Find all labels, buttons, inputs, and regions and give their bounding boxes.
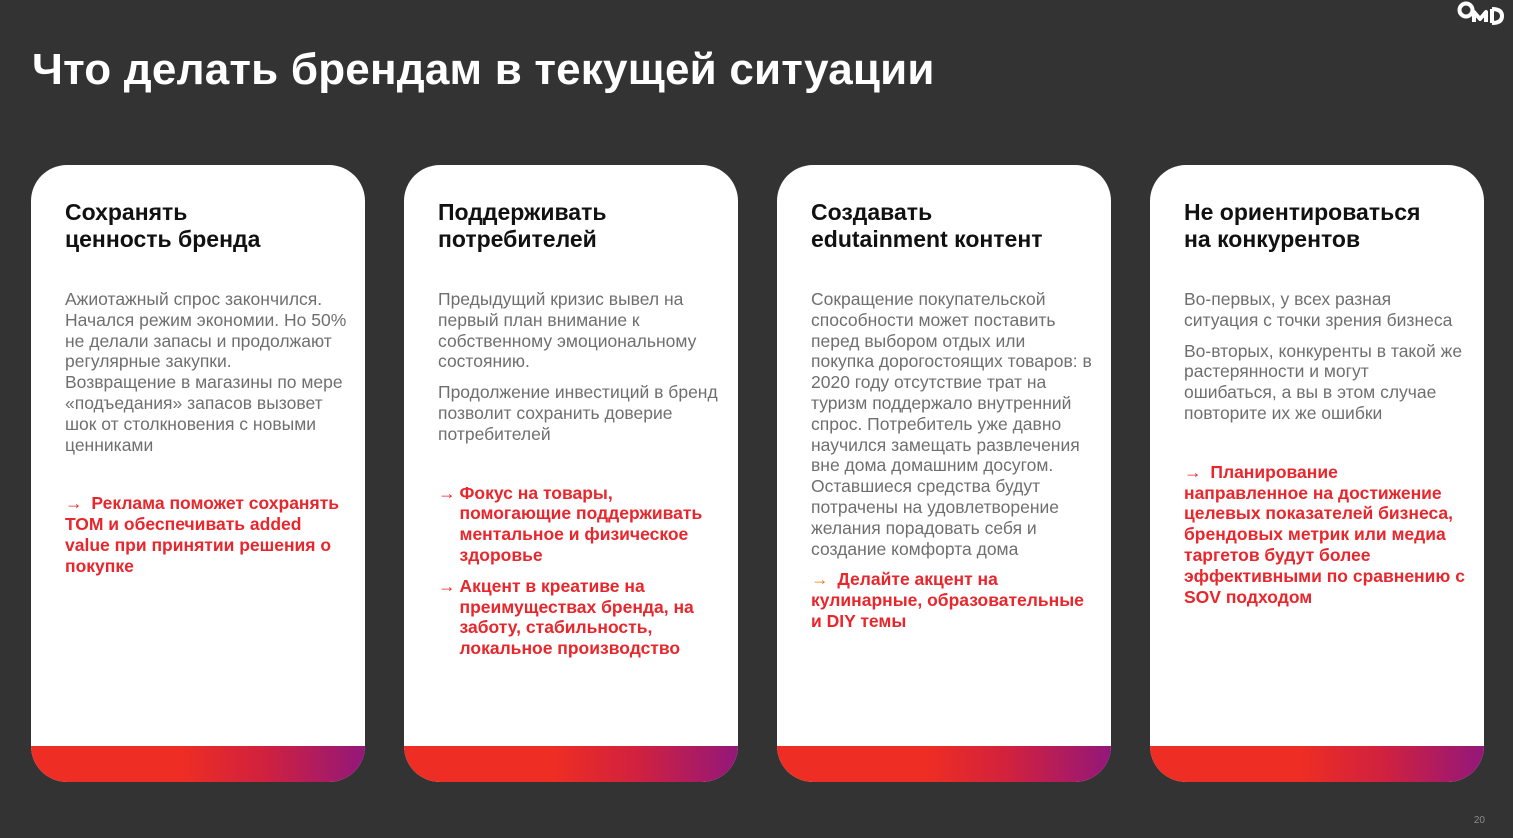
- card-edutainment-content: [777, 165, 1111, 782]
- card-highlight: [438, 483, 720, 566]
- card-paragraph: Предыдущий кризис вывел на первый план внимание к собственному эмоциональному состоянию.: [438, 289, 697, 372]
- card-gradient-bar: [777, 746, 1111, 782]
- card-paragraph: Продолжение инвестиций в бренд позволит сохранить доверие потребителей: [438, 382, 718, 444]
- card-title-line: Сохранять: [65, 199, 188, 225]
- card-highlight: [65, 493, 347, 576]
- card-support-consumers: [404, 165, 738, 782]
- card-gradient-bar: [31, 746, 365, 782]
- card-ignore-competitors: [1150, 165, 1484, 782]
- arrow-right-icon: →: [438, 482, 456, 503]
- card-content: [65, 199, 347, 587]
- card-highlight-text: Акцент в креативе на преимуществах бренда, на заботу, стабильность, локальное производство: [459, 575, 694, 659]
- card-title: [1184, 199, 1466, 253]
- card-title-line: Не ориентироваться: [1184, 199, 1421, 225]
- omd-logo: [1457, 0, 1505, 28]
- card-content: [811, 199, 1093, 642]
- card-highlight-text: Делайте акцент на кулинарные, образовательные и DIY темы: [811, 569, 1084, 631]
- card-gradient-bar: [404, 746, 738, 782]
- card-title: [65, 199, 347, 253]
- card-preserve-brand-value: [31, 165, 365, 782]
- card-title: [438, 199, 720, 253]
- card-highlight: [1184, 462, 1466, 608]
- arrow-right-icon: →: [811, 569, 829, 590]
- card-paragraph: Во-первых, у всех разная ситуация с точки зрения бизнеса: [1184, 289, 1453, 330]
- page-number: 20: [1473, 815, 1485, 826]
- card-highlight-text: Реклама поможет сохранять ТОМ и обеспечивать added value при принятии решения о покупке: [65, 493, 340, 576]
- card-title-line: Поддерживать: [438, 199, 607, 225]
- card-highlight-text: Фокус на товары, помогающие поддерживать ментальное и физическое здоровье: [459, 482, 703, 565]
- card-content: [438, 199, 720, 669]
- arrow-right-icon: →: [65, 493, 83, 514]
- card-paragraph: Ажиотажный спрос закончился. Начался режим экономии. Но 50% не делали запасы и продолжают регулярные закупки. Возвращение в магазины по мере «подъедания» запасов вызовет шок от столкновения с новыми ценниками: [65, 289, 347, 455]
- card-title: [811, 199, 1093, 253]
- card-title-line: потребителей: [438, 226, 597, 252]
- card-highlight: [811, 569, 1093, 631]
- card-title-line: Создавать: [811, 199, 933, 225]
- card-title-line: edutainment контент: [811, 226, 1043, 252]
- card-title-line: на конкурентов: [1184, 226, 1361, 252]
- arrow-right-icon: →: [1184, 461, 1202, 482]
- card-paragraph: Во-вторых, конкуренты в такой же растерянности и могут ошибаться, а вы в этом случае повторите их же ошибки: [1184, 340, 1463, 423]
- card-title-line: ценность бренда: [65, 226, 261, 252]
- card-paragraph: Сокращение покупательской способности может поставить перед выбором отдых или покупка дорогостоящих товаров: в 2020 году отсутствие трат на туризм поддержало внутренний спрос. Потребитель уже давно научился замещать развлечения вне дома домашним досугом. Оставшиеся средства будут потрачены на удовлетворение желания порадовать себя и создание комфорта дома: [811, 289, 1092, 559]
- card-highlight: [438, 576, 720, 659]
- arrow-right-icon: →: [438, 575, 456, 596]
- card-gradient-bar: [1150, 746, 1484, 782]
- card-content: [1184, 199, 1466, 617]
- slide-title: Что делать брендам в текущей ситуации: [32, 45, 935, 94]
- card-highlight-text: Планирование направленное на достижение целевых показателей бизнеса, брендовых метрик или медиа таргетов будут более эффективными по сравнению с SOV подходом: [1184, 461, 1465, 607]
